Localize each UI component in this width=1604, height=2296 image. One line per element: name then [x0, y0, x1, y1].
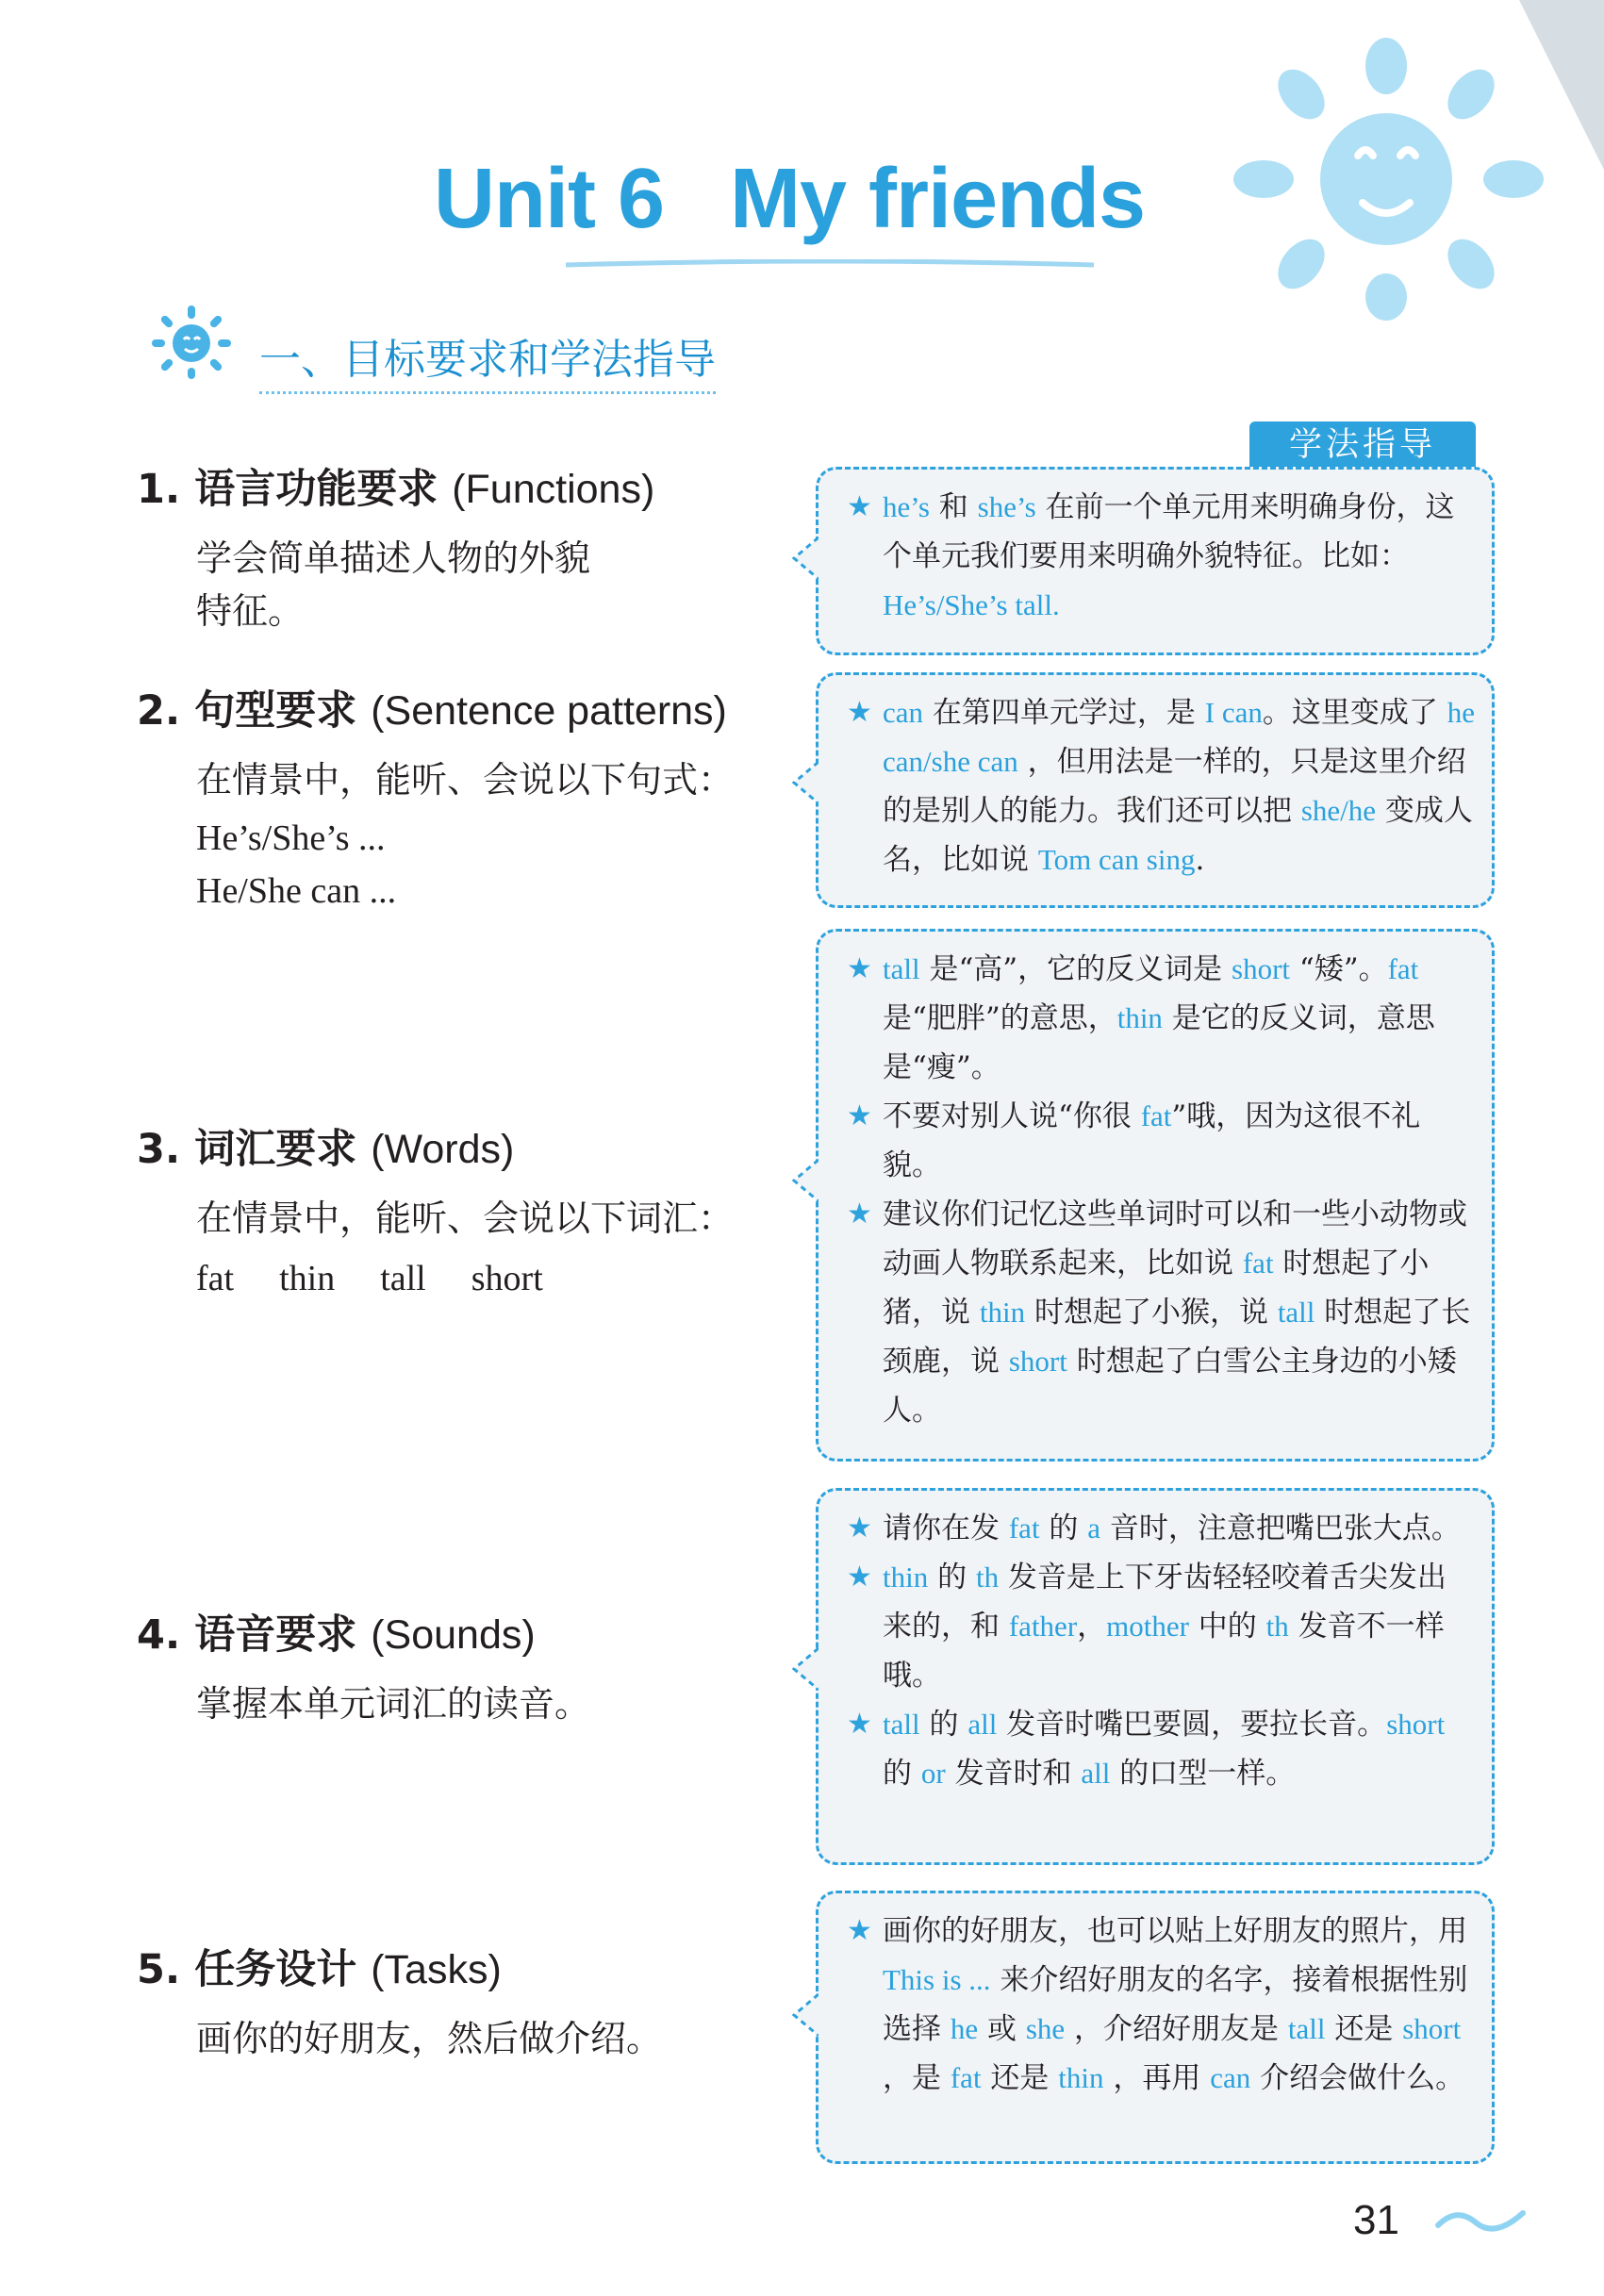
- tip-text: 的: [919, 1708, 968, 1742]
- tip-item: [847, 945, 1475, 1092]
- tip-item: [847, 1907, 1475, 2103]
- tip-text: ，但用法是一样的，只是这里介绍的是别人的能力。我们还可以把: [883, 745, 1466, 828]
- tip-text: 来介绍好朋友的名字，接着根据性别选择: [883, 1963, 1468, 2046]
- wave-decoration-icon: [1433, 2202, 1528, 2239]
- keyword: He’s/She’s tall.: [883, 588, 1060, 621]
- bubble-pointer: [792, 536, 819, 581]
- keyword: fat: [950, 2061, 982, 2094]
- tip-text: 还是: [981, 2061, 1059, 2095]
- tip-text: 发音时嘴巴要圆，要拉长音。: [997, 1708, 1387, 1742]
- tip-text: 在前一个单元用来明确身份，这个单元我们要用来明确外貌特征。比如：: [883, 490, 1455, 573]
- keyword: Tom can sing: [1037, 843, 1196, 876]
- tip-rows: [847, 945, 1475, 1435]
- keyword: thin: [979, 1296, 1026, 1329]
- bubble-pointer: [792, 1158, 819, 1203]
- keyword: tall: [1277, 1296, 1315, 1329]
- tip-text: 不要对别人说“你很: [883, 1099, 1141, 1133]
- keyword: he can/she can: [883, 696, 1475, 778]
- requirement-tasks: [137, 1938, 778, 2065]
- tip-text: 。这里变成了: [1262, 696, 1447, 730]
- tip-item: [847, 1553, 1475, 1700]
- requirement-heading: [137, 1938, 778, 1995]
- heading-en: (Functions): [452, 467, 655, 512]
- keyword: short: [1386, 1708, 1446, 1741]
- tip-text: .: [1195, 843, 1205, 877]
- requirement-heading: [137, 679, 778, 736]
- requirement-text: 画你的好朋友，然后做介绍。: [196, 2018, 663, 2059]
- tip-text: 还是: [1325, 2012, 1403, 2046]
- tip-text: 音时，注意把嘴巴张大点。: [1100, 1511, 1461, 1545]
- study-guide-tag: 学法指导: [1249, 421, 1476, 469]
- tip-text: ，介绍好朋友是: [1065, 2012, 1288, 2046]
- keyword: thin: [1058, 2061, 1104, 2094]
- requirement-functions: [137, 457, 778, 637]
- unit-label: Unit 6: [434, 152, 665, 246]
- star-icon: ★: [847, 490, 872, 523]
- heading-cn: 2. 句型要求: [137, 687, 357, 735]
- keyword: tall: [1287, 2012, 1326, 2045]
- tip-text: 在第四单元学过，是: [923, 696, 1205, 730]
- tip-text: 的: [1039, 1511, 1088, 1545]
- tip-item: [847, 1700, 1475, 1798]
- unit-name: My friends: [730, 152, 1146, 246]
- keyword: can: [883, 696, 924, 729]
- requirement-text: 在情景中，能听、会说以下句式：: [196, 759, 735, 801]
- keyword: she: [1025, 2012, 1066, 2045]
- heading-cn: 1. 语言功能要求: [137, 466, 438, 513]
- keyword: I can: [1204, 696, 1263, 729]
- tip-text: 的口型一样。: [1110, 1757, 1296, 1791]
- keyword: fat: [1140, 1099, 1172, 1132]
- heading-cn: 3. 词汇要求: [137, 1126, 357, 1173]
- bubble-pointer: [792, 1992, 819, 2038]
- text-line: 特征。: [196, 590, 305, 632]
- keyword: fat: [1387, 952, 1419, 985]
- requirement-text: 在情景中，能听、会说以下词汇：: [196, 1198, 735, 1239]
- tip-text: 是它的反义词，意思是“瘦”。: [883, 1001, 1435, 1084]
- bubble-pointer: [792, 1646, 819, 1692]
- tip-text: 的: [928, 1561, 976, 1594]
- requirement-words: [137, 1117, 778, 1299]
- tip-text: 中的: [1188, 1610, 1266, 1644]
- tip-text: “矮”。: [1290, 952, 1388, 986]
- tip-text: 发音是上下牙齿轻轻咬着舌尖发出来的，和: [883, 1561, 1447, 1644]
- star-icon: ★: [847, 1511, 872, 1544]
- keyword: she’s: [977, 490, 1036, 523]
- pattern: He’s/She’s ...: [196, 818, 386, 858]
- keyword: all: [1081, 1757, 1111, 1790]
- tip-text: 是“高”，它的反义词是: [919, 952, 1232, 986]
- requirement-heading: [137, 457, 778, 515]
- heading-en: (Sounds): [371, 1612, 536, 1658]
- tip-box-patterns: [816, 672, 1495, 908]
- keyword: th: [975, 1561, 1000, 1594]
- tip-text: 时想起了小猴，说: [1025, 1296, 1278, 1330]
- keyword: mother: [1106, 1610, 1189, 1643]
- tip-text: ，: [1077, 1610, 1107, 1644]
- keyword: a: [1087, 1511, 1101, 1544]
- keyword: father: [1008, 1610, 1078, 1643]
- tip-item: [847, 1504, 1475, 1553]
- tip-text: 画你的好朋友，也可以贴上好朋友的照片，用: [883, 1914, 1467, 1948]
- tip-text: 介绍会做什么。: [1250, 2061, 1465, 2095]
- heading-cn: 4. 语音要求: [137, 1611, 357, 1659]
- keyword: or: [920, 1757, 946, 1790]
- tip-text: 发音不一样哦。: [883, 1610, 1445, 1693]
- heading-cn: 5. 任务设计: [137, 1946, 357, 1993]
- tip-text: 和: [929, 490, 978, 524]
- heading-en: (Sentence patterns): [371, 688, 727, 734]
- keyword: fat: [1008, 1511, 1040, 1544]
- star-icon: ★: [847, 1708, 872, 1741]
- tip-text: ，再用: [1103, 2061, 1211, 2095]
- tip-text: 时想起了白雪公主身边的小矮人。: [883, 1345, 1457, 1428]
- keyword: fat: [1242, 1247, 1274, 1280]
- tip-rows: [847, 1907, 1475, 2103]
- keyword: he: [950, 2012, 979, 2045]
- section-sun-icon: [146, 302, 236, 382]
- tip-text: 请你在发: [883, 1511, 1009, 1545]
- tip-text: 时想起了小猪，说: [883, 1247, 1430, 1330]
- keyword: thin: [883, 1561, 929, 1594]
- page-title: [434, 151, 1145, 248]
- heading-en: (Words): [371, 1127, 515, 1172]
- tip-text: 变成人名，比如说: [883, 794, 1473, 877]
- tip-box-words: [816, 929, 1495, 1462]
- word-list: [196, 1258, 778, 1299]
- tip-text: 时想起了长颈鹿，说: [883, 1296, 1471, 1379]
- keyword: short: [1402, 2012, 1462, 2045]
- star-icon: ★: [847, 1198, 872, 1231]
- tip-text: 或: [978, 2012, 1026, 2046]
- requirement-text: 掌握本单元词汇的读音。: [196, 1683, 591, 1725]
- tip-text: 的: [883, 1757, 921, 1791]
- keyword: th: [1265, 1610, 1289, 1643]
- tip-box-functions: [816, 467, 1495, 655]
- star-icon: ★: [847, 1099, 872, 1132]
- text-line: 学会简单描述人物的外貌: [196, 537, 591, 579]
- tip-box-tasks: [816, 1891, 1495, 2164]
- requirement-heading: [137, 1603, 778, 1660]
- keyword: he’s: [883, 490, 930, 523]
- heading-en: (Tasks): [371, 1947, 502, 1992]
- title-underline: [566, 259, 1094, 269]
- keyword: tall: [883, 1708, 920, 1741]
- requirement-heading: [137, 1117, 778, 1175]
- keyword: short: [1008, 1345, 1067, 1378]
- star-icon: ★: [847, 952, 872, 985]
- sun-icon: [1226, 38, 1546, 321]
- star-icon: ★: [847, 696, 872, 729]
- pattern: He/She can ...: [196, 871, 397, 911]
- keyword: thin: [1116, 1001, 1163, 1034]
- star-icon: ★: [847, 1914, 872, 1947]
- tip-rows: [847, 1504, 1475, 1798]
- keyword: short: [1232, 952, 1291, 985]
- tip-text: ，是: [883, 2061, 951, 2095]
- section-title: 一、目标要求和学法指导: [259, 325, 716, 394]
- requirement-sounds: [137, 1603, 778, 1730]
- tip-item: [847, 1092, 1475, 1190]
- keyword: can: [1210, 2061, 1251, 2094]
- tip-text: 建议你们记忆这些单词时可以和一些小动物或动画人物联系起来，比如说: [883, 1198, 1467, 1280]
- sentence-pattern-list: [196, 812, 778, 917]
- tip-text: ”哦，因为这很不礼貌。: [883, 1099, 1421, 1182]
- word: thin: [279, 1259, 336, 1298]
- page-number: 31: [1353, 2197, 1399, 2243]
- tip-text: 发音时和: [945, 1757, 1082, 1791]
- tip-item: [847, 483, 1475, 630]
- tip-box-sounds: [816, 1488, 1495, 1865]
- tip-item: [847, 688, 1475, 884]
- keyword: tall: [883, 952, 920, 985]
- star-icon: ★: [847, 1561, 872, 1594]
- word: fat: [196, 1259, 235, 1298]
- tip-rows: [847, 688, 1475, 884]
- word: short: [471, 1259, 543, 1298]
- keyword: she/he: [1300, 794, 1377, 827]
- tip-rows: [847, 483, 1475, 630]
- bubble-pointer: [792, 760, 819, 805]
- word: tall: [380, 1259, 426, 1298]
- requirement-text: [196, 532, 778, 637]
- keyword: This is ...: [883, 1963, 991, 1996]
- requirement-sentence-patterns: [137, 679, 778, 917]
- tip-item: [847, 1190, 1475, 1435]
- keyword: all: [967, 1708, 998, 1741]
- tip-text: 是“肥胖”的意思，: [883, 1001, 1117, 1035]
